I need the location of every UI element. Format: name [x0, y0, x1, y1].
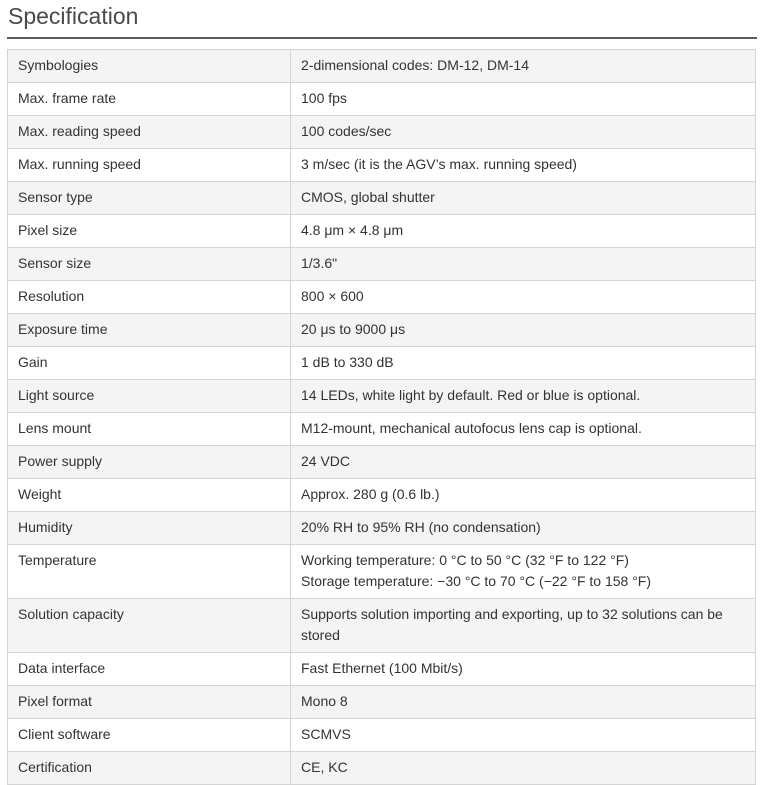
table-row	[8, 149, 756, 182]
spec-value-cell	[291, 413, 756, 446]
spec-value-cell	[291, 347, 756, 380]
spec-value-line: 14 LEDs, white light by default. Red or blue is optional.	[301, 387, 641, 403]
table-row	[8, 182, 756, 215]
spec-label-cell: Humidity	[8, 512, 291, 545]
spec-label-cell: Max. reading speed	[8, 116, 291, 149]
spec-value-cell	[291, 752, 756, 785]
spec-label-cell: Pixel size	[8, 215, 291, 248]
spec-value-line: Storage temperature: −30 °C to 70 °C (−22 °F to 158 °F)	[301, 573, 652, 589]
spec-label-cell: Lens mount	[8, 413, 291, 446]
spec-label-cell: Temperature	[8, 545, 291, 599]
spec-value-line: 4.8 μm × 4.8 μm	[301, 222, 404, 238]
spec-value-cell	[291, 215, 756, 248]
spec-value-cell	[291, 446, 756, 479]
spec-label-cell: Max. running speed	[8, 149, 291, 182]
spec-label-cell: Pixel format	[8, 686, 291, 719]
spec-label-cell: Data interface	[8, 653, 291, 686]
spec-value-line: 20% RH to 95% RH (no condensation)	[301, 519, 541, 535]
spec-value-line: 1/3.6"	[301, 255, 338, 271]
spec-label-cell: Solution capacity	[8, 599, 291, 653]
spec-value-cell	[291, 380, 756, 413]
spec-label-cell: Light source	[8, 380, 291, 413]
spec-value-line: Working temperature: 0 °C to 50 °C (32 °F to 122 °F)	[301, 552, 629, 568]
table-row	[8, 479, 756, 512]
spec-value-cell	[291, 314, 756, 347]
specification-table	[7, 49, 756, 785]
spec-value-line: 3 m/sec (it is the AGV’s max. running speed)	[301, 156, 577, 172]
table-row	[8, 50, 756, 83]
spec-value-cell	[291, 50, 756, 83]
table-row	[8, 314, 756, 347]
spec-value-line: 20 μs to 9000 μs	[301, 321, 406, 337]
spec-value-cell	[291, 248, 756, 281]
spec-value-cell	[291, 686, 756, 719]
spec-label-cell: Sensor size	[8, 248, 291, 281]
spec-value-cell	[291, 149, 756, 182]
table-row	[8, 380, 756, 413]
table-row	[8, 545, 756, 599]
title-divider	[7, 37, 757, 39]
table-row	[8, 653, 756, 686]
spec-value-line: CMOS, global shutter	[301, 189, 435, 205]
spec-value-cell	[291, 116, 756, 149]
spec-value-cell	[291, 545, 756, 599]
spec-value-line: 800 × 600	[301, 288, 364, 304]
spec-value-cell	[291, 653, 756, 686]
spec-label-cell: Weight	[8, 479, 291, 512]
spec-label-cell: Gain	[8, 347, 291, 380]
spec-label-cell: Sensor type	[8, 182, 291, 215]
table-row	[8, 599, 756, 653]
spec-value-line: Mono 8	[301, 693, 348, 709]
spec-value-cell	[291, 719, 756, 752]
page-title: Specification	[8, 3, 139, 29]
table-row	[8, 512, 756, 545]
spec-label-cell: Exposure time	[8, 314, 291, 347]
spec-value-cell	[291, 512, 756, 545]
spec-value-line: SCMVS	[301, 726, 351, 742]
table-row	[8, 347, 756, 380]
spec-label-cell: Resolution	[8, 281, 291, 314]
table-row	[8, 116, 756, 149]
spec-value-cell	[291, 599, 756, 653]
spec-value-cell	[291, 182, 756, 215]
table-row	[8, 281, 756, 314]
specification-table-body	[8, 50, 756, 785]
spec-label-cell: Power supply	[8, 446, 291, 479]
spec-value-line: 2-dimensional codes: DM-12, DM-14	[301, 57, 529, 73]
spec-value-line: 100 fps	[301, 90, 347, 106]
table-row	[8, 413, 756, 446]
spec-label-cell: Certification	[8, 752, 291, 785]
spec-value-line: 24 VDC	[301, 453, 351, 469]
spec-label-cell: Client software	[8, 719, 291, 752]
spec-value-line: CE, KC	[301, 759, 348, 775]
spec-label-cell: Symbologies	[8, 50, 291, 83]
spec-value-cell	[291, 479, 756, 512]
table-row	[8, 752, 756, 785]
spec-value-cell	[291, 83, 756, 116]
table-row	[8, 248, 756, 281]
table-row	[8, 215, 756, 248]
spec-value-line: M12-mount, mechanical autofocus lens cap is optional.	[301, 420, 642, 436]
spec-value-line: Fast Ethernet (100 Mbit/s)	[301, 660, 463, 676]
spec-value-line: Approx. 280 g (0.6 lb.)	[301, 486, 440, 502]
table-row	[8, 83, 756, 116]
spec-value-line: 1 dB to 330 dB	[301, 354, 394, 370]
table-row	[8, 446, 756, 479]
spec-value-line: Supports solution importing and exporting, up to 32 solutions can be stored	[301, 606, 723, 643]
spec-value-cell	[291, 281, 756, 314]
spec-label-cell: Max. frame rate	[8, 83, 291, 116]
spec-value-line: 100 codes/sec	[301, 123, 392, 139]
table-row	[8, 686, 756, 719]
table-row	[8, 719, 756, 752]
